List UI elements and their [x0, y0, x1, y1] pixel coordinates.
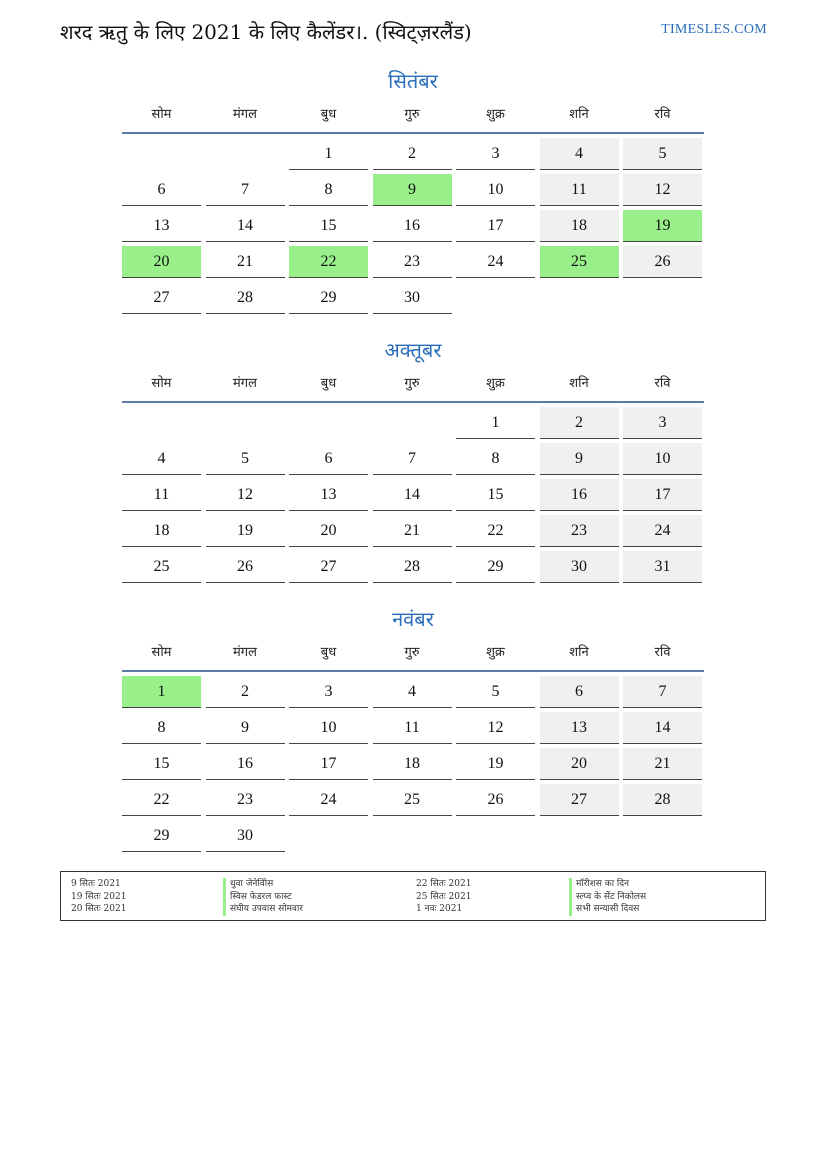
legend-dates-1: [71, 878, 223, 920]
day-cell: 2: [373, 138, 452, 170]
day-cell: 11: [122, 479, 201, 511]
day-cell: 24: [623, 515, 702, 547]
legend-holiday-name: स्ल्प्व के सेंट निकोलस: [569, 891, 775, 904]
day-cell: 2: [540, 407, 619, 439]
legend-date: 1 नवः 2021: [416, 904, 463, 914]
day-cell: 26: [623, 246, 702, 278]
weekday-label: शुक्र: [486, 107, 505, 122]
weekday-label: शनि: [569, 107, 589, 122]
holiday-day-cell: 25: [540, 246, 619, 278]
day-cell: 24: [289, 784, 368, 816]
weekday-label: रवि: [654, 376, 671, 391]
day-cell: 30: [540, 551, 619, 583]
day-cell: 16: [373, 210, 452, 242]
weekday-label: शनि: [569, 645, 589, 660]
day-cell: 13: [540, 712, 619, 744]
holiday-day-cell: 9: [373, 174, 452, 206]
weekday-header: [122, 636, 704, 672]
day-cell: 29: [456, 551, 535, 583]
legend-holiday-name: संघीय उपवास सोमवार: [223, 903, 416, 916]
day-cell: 30: [373, 282, 452, 314]
day-cell: 14: [623, 712, 702, 744]
legend-names-1: [223, 878, 416, 920]
day-cell: 11: [373, 712, 452, 744]
weekday-label: मंगल: [233, 645, 257, 660]
empty-day-cell: [289, 407, 368, 438]
day-cell: 3: [289, 676, 368, 708]
empty-day-cell: [122, 138, 201, 169]
empty-day-cell: [206, 407, 285, 438]
day-cell: 21: [206, 246, 285, 278]
day-grid: [122, 407, 704, 583]
day-cell: 6: [289, 443, 368, 475]
day-cell: 31: [623, 551, 702, 583]
day-cell: 28: [206, 282, 285, 314]
weekday-label: सोम: [151, 645, 172, 660]
day-cell: 29: [289, 282, 368, 314]
brand-link[interactable]: TIMESLES.COM: [661, 22, 767, 37]
day-cell: 8: [456, 443, 535, 475]
day-cell: 29: [122, 820, 201, 852]
day-cell: 5: [206, 443, 285, 475]
day-cell: 4: [122, 443, 201, 475]
day-cell: 6: [540, 676, 619, 708]
day-cell: 4: [373, 676, 452, 708]
day-cell: 8: [122, 712, 201, 744]
legend-date: 19 सितः 2021: [71, 891, 127, 902]
legend-holiday-name: स्विस फेडरल फास्ट: [223, 891, 416, 904]
weekday-label: गुरु: [404, 107, 420, 122]
day-cell: 15: [289, 210, 368, 242]
weekday-label: शुक्र: [486, 645, 505, 660]
day-cell: 12: [206, 479, 285, 511]
month-title: सितंबर: [388, 69, 438, 93]
weekday-header: [122, 98, 704, 134]
legend-holiday-name: मॉरीशस का दिन: [569, 878, 775, 891]
weekday-label: रवि: [654, 107, 671, 122]
month-november: [122, 604, 704, 852]
holiday-day-cell: 19: [623, 210, 702, 242]
day-cell: 23: [540, 515, 619, 547]
day-cell: 9: [540, 443, 619, 475]
month-september: [122, 66, 704, 314]
day-cell: 19: [456, 748, 535, 780]
legend-names-2: [569, 878, 775, 920]
day-cell: 18: [122, 515, 201, 547]
day-cell: 23: [373, 246, 452, 278]
day-cell: 24: [456, 246, 535, 278]
holiday-day-cell: 20: [122, 246, 201, 278]
day-cell: 28: [623, 784, 702, 816]
day-cell: 17: [289, 748, 368, 780]
legend-date: 9 सितः 2021: [71, 879, 121, 889]
day-cell: 27: [122, 282, 201, 314]
legend-dates-2: [416, 878, 569, 920]
day-cell: 15: [456, 479, 535, 511]
day-cell: 23: [206, 784, 285, 816]
day-cell: 21: [623, 748, 702, 780]
day-cell: 9: [206, 712, 285, 744]
day-cell: 13: [122, 210, 201, 242]
legend-date: 25 सितः 2021: [416, 891, 472, 902]
weekday-label: शनि: [569, 376, 589, 391]
day-cell: 4: [540, 138, 619, 170]
day-cell: 13: [289, 479, 368, 511]
month-title: अक्तूबर: [384, 338, 442, 362]
day-cell: 26: [206, 551, 285, 583]
day-cell: 27: [540, 784, 619, 816]
weekday-label: सोम: [151, 107, 172, 122]
day-cell: 10: [456, 174, 535, 206]
weekday-label: सोम: [151, 376, 172, 391]
weekday-label: शुक्र: [486, 376, 505, 391]
weekday-label: बुध: [320, 645, 337, 660]
legend-date: 22 सितः 2021: [416, 879, 472, 889]
day-cell: 17: [623, 479, 702, 511]
weekday-header: [122, 367, 704, 403]
day-cell: 7: [373, 443, 452, 475]
legend-date: 20 सितः 2021: [71, 904, 127, 914]
day-cell: 2: [206, 676, 285, 708]
day-cell: 3: [456, 138, 535, 170]
day-cell: 22: [456, 515, 535, 547]
day-cell: 8: [289, 174, 368, 206]
weekday-label: बुध: [320, 107, 337, 122]
day-cell: 12: [623, 174, 702, 206]
day-cell: 22: [122, 784, 201, 816]
day-cell: 28: [373, 551, 452, 583]
month-october: [122, 335, 704, 583]
day-cell: 10: [623, 443, 702, 475]
day-cell: 21: [373, 515, 452, 547]
weekday-label: मंगल: [233, 376, 257, 391]
day-cell: 5: [456, 676, 535, 708]
empty-day-cell: [373, 407, 452, 438]
empty-day-cell: [122, 407, 201, 438]
day-cell: 7: [206, 174, 285, 206]
day-cell: 14: [373, 479, 452, 511]
day-cell: 3: [623, 407, 702, 439]
day-cell: 14: [206, 210, 285, 242]
holiday-day-cell: 1: [122, 676, 201, 708]
weekday-label: गुरु: [404, 645, 420, 660]
page-title: शरद ऋतु के लिए 2021 के लिए कैलेंडर।. (स्विट्ज़रलैंड): [60, 20, 472, 44]
day-cell: 12: [456, 712, 535, 744]
day-cell: 20: [540, 748, 619, 780]
day-grid: [122, 676, 704, 852]
day-cell: 20: [289, 515, 368, 547]
holiday-legend: [60, 871, 766, 921]
day-cell: 16: [540, 479, 619, 511]
empty-day-cell: [206, 138, 285, 169]
day-grid: [122, 138, 704, 314]
day-cell: 18: [373, 748, 452, 780]
day-cell: 27: [289, 551, 368, 583]
month-title: नवंबर: [392, 607, 434, 631]
weekday-label: बुध: [320, 376, 337, 391]
legend-holiday-name: धुवा जेनेवोिस: [223, 878, 416, 891]
legend-holiday-name: सभी सन्यासी दिवस: [569, 903, 775, 916]
weekday-label: रवि: [654, 645, 671, 660]
day-cell: 1: [289, 138, 368, 170]
day-cell: 17: [456, 210, 535, 242]
weekday-label: गुरु: [404, 376, 420, 391]
day-cell: 26: [456, 784, 535, 816]
day-cell: 25: [122, 551, 201, 583]
holiday-day-cell: 22: [289, 246, 368, 278]
day-cell: 1: [456, 407, 535, 439]
day-cell: 18: [540, 210, 619, 242]
day-cell: 11: [540, 174, 619, 206]
day-cell: 6: [122, 174, 201, 206]
weekday-label: मंगल: [233, 107, 257, 122]
day-cell: 10: [289, 712, 368, 744]
day-cell: 19: [206, 515, 285, 547]
day-cell: 16: [206, 748, 285, 780]
day-cell: 30: [206, 820, 285, 852]
day-cell: 15: [122, 748, 201, 780]
day-cell: 5: [623, 138, 702, 170]
day-cell: 25: [373, 784, 452, 816]
day-cell: 7: [623, 676, 702, 708]
